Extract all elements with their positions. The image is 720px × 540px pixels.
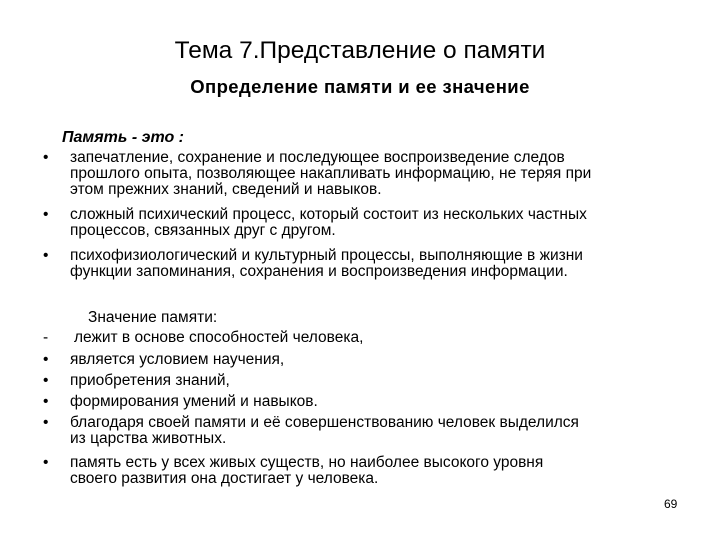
slide-subtitle: Определение памяти и ее значение [190, 76, 530, 97]
bullet-marker: • [43, 247, 49, 264]
bullet-marker: • [43, 206, 49, 223]
bullet-marker: • [43, 372, 49, 389]
slide-title: Тема 7.Представление о памяти [174, 37, 546, 64]
bullet-marker: • [43, 351, 49, 368]
list-item-text: сложный психический процесс, который состоит из нескольких частных процессов, связанных друг с другом. [70, 206, 587, 239]
list-item-text: лежит в основе способностей человека, [74, 329, 364, 346]
list-item-text: благодаря своей памяти и её совершенствованию человек выделился из царства животных. [70, 414, 579, 447]
list-item-text: психофизиологический и культурный процессы, выполняющие в жизни функции запоминания, сохранения и воспроизведения информации. [70, 247, 583, 280]
list-item-text: запечатление, сохранение и последующее воспроизведение следов прошлого опыта, позволяющее накапливать информацию, не теряя при этом прежних знаний, сведений и навыков. [70, 149, 592, 198]
bullet-marker: • [43, 454, 49, 471]
significance-intro: Значение памяти: [88, 309, 218, 326]
list-item-text: формирования умений и навыков. [70, 393, 318, 410]
list-item-text: является условием научения, [70, 351, 285, 368]
list-item-text: приобретения знаний, [70, 372, 230, 389]
bullet-marker: • [43, 149, 49, 166]
bullet-marker: • [43, 414, 49, 431]
page-number: 69 [664, 497, 678, 511]
list-item-text: память есть у всех живых существ, но наиболее высокого уровня своего развития она достигает у человека. [70, 454, 544, 487]
bullet-marker: • [43, 393, 49, 410]
dash-marker: - [43, 329, 49, 346]
definition-intro: Память - это : [62, 129, 184, 146]
